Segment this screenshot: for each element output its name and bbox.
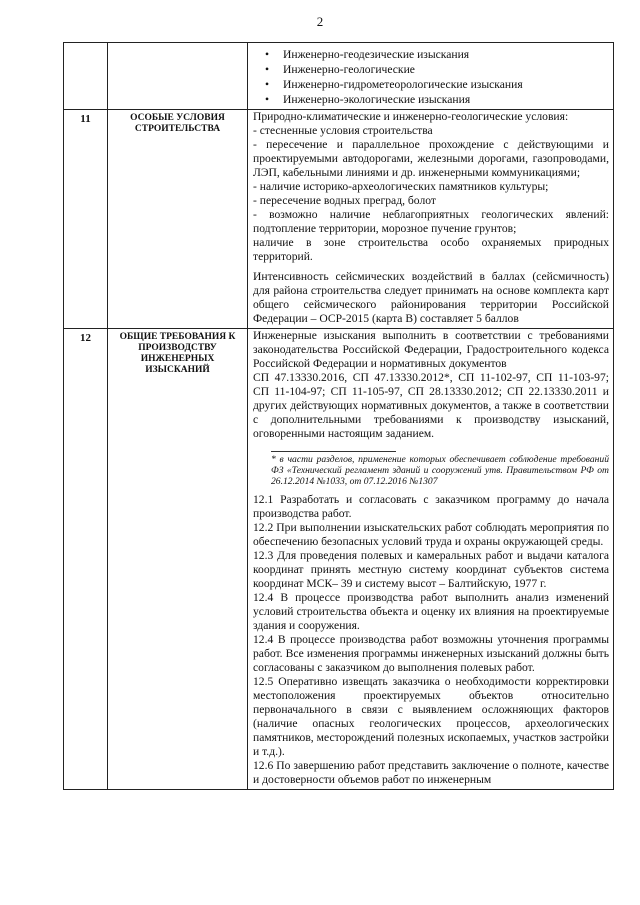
list-item: • Инженерно-геологические (265, 63, 415, 76)
norms-paragraph: СП 47.13330.2016, СП 47.13330.2012*, СП 11-102-97, СП 11-103-97; СП 11-104-97; СП 11-105-97, СП 28.13330.2012; СП 22.13330.2011 и других действующих нормативных документов, а также в соответствии с дополнительными требованиями к производству изысканий, оговоренными настоящим заданием. (253, 371, 609, 440)
bullet-icon: • (265, 48, 270, 61)
paragraph: Природно-климатические и инженерно-геологические условия: (253, 110, 569, 123)
footnote: * в части разделов, применение которых обеспечивает соблюдение требований ФЗ «Технический регламент зданий и сооружений утв. Правительством РФ от 26.12.2014 №1033, от 07.12.2016 №1307 (271, 454, 609, 487)
row-title-cell (108, 43, 248, 110)
paragraph: - наличие историко-археологических памятников культуры; (253, 180, 549, 193)
requirement-item: 12.5 Оперативно извещать заказчика о необходимости корректировки местоположения проектируемых объектов относительно первоначального в связи с выявлением осложняющих факторов (наличие опасных геологических процессов, археологических памятников, месторождений полезных ископаемых, участков застройки и т.д.). (253, 675, 609, 758)
paragraph: - пересечение и параллельное прохождение с действующими и проектируемыми автодорогами, железными дорогами, газопроводами, ЛЭП, кабельными линиями и др. инженерными коммуникациями; (253, 138, 609, 179)
table-row (64, 110, 614, 329)
seismic-paragraph: Интенсивность сейсмических воздействий в баллах (сейсмичность) для района строительства следует принимать на основе комплекта карт общего сейсмического районирования территории Российской Федерации – ОСР-2015 (карта В) составляет 5 баллов (253, 270, 609, 325)
general-requirements-cell (248, 329, 614, 790)
survey-types-cell (248, 43, 614, 110)
paragraph: наличие в зоне строительства особо охраняемых природных территорий. (253, 236, 609, 263)
requirement-item: 12.4 В процессе производства работ возможны уточнения программы работ. Все изменения программы инженерных изысканий должны быть согласованы с заказчиком до выполнения полевых работ. (253, 633, 609, 674)
requirement-item: 12.6 По завершению работ представить заключение о полноте, качестве и достоверности объемов работ по инженерным (253, 759, 609, 786)
row-number: 11 (64, 110, 108, 329)
row-number-cell (64, 43, 108, 110)
list-item: • Инженерно-экологические изыскания (265, 93, 471, 106)
bullet-icon: • (265, 78, 270, 91)
bullet-icon: • (265, 63, 270, 76)
footnote-divider (271, 451, 396, 452)
requirement-item: 12.2 При выполнении изыскательских работ соблюдать мероприятия по обеспечению безопасных условий труда и охраны окружающей среды. (253, 521, 609, 548)
table-row (64, 43, 614, 110)
requirement-item: 12.4 В процессе производства работ выполнить анализ изменений условий строительства объекта и оценку их влияния на проектируемые здания и сооружения. (253, 591, 609, 632)
paragraph: - возможно наличие неблагоприятных геологических явлений: подтопление территории, морозное пучение грунтов; (253, 208, 609, 235)
table-row (64, 329, 614, 790)
bullet-icon: • (265, 93, 270, 106)
requirement-item: 12.3 Для проведения полевых и камеральных работ и выдачи каталога координат принять местную систему координат субъектов система координат МСК– 39 и систему высот – Балтийскую, 1977 г. (253, 549, 609, 590)
row-number: 12 (64, 329, 108, 790)
requirement-item: 12.1 Разработать и согласовать с заказчиком программу до начала производства работ. (253, 493, 609, 520)
list-item: • Инженерно-геодезические изыскания (265, 48, 470, 61)
construction-conditions-cell (248, 110, 614, 329)
list-item: • Инженерно-гидрометеорологические изыскания (265, 78, 523, 91)
row-title: ОБЩИЕ ТРЕБОВАНИЯ К ПРОИЗВОДСТВУ ИНЖЕНЕРНЫХ ИЗЫСКАНИЙ (108, 329, 248, 790)
paragraph: - стесненные условия строительства (253, 124, 433, 137)
page-number: 2 (316, 14, 324, 29)
paragraph: - пересечение водных преград, болот (253, 194, 436, 207)
row-title: ОСОБЫЕ УСЛОВИЯ СТРОИТЕЛЬСТВА (108, 110, 248, 329)
intro-paragraph: Инженерные изыскания выполнить в соответствии с требованиями законодательства Российской Федерации, Градостроительного кодекса Российской Федерации и нормативных документов (253, 329, 609, 370)
survey-types-list (253, 43, 609, 107)
requirements-table (63, 42, 614, 790)
